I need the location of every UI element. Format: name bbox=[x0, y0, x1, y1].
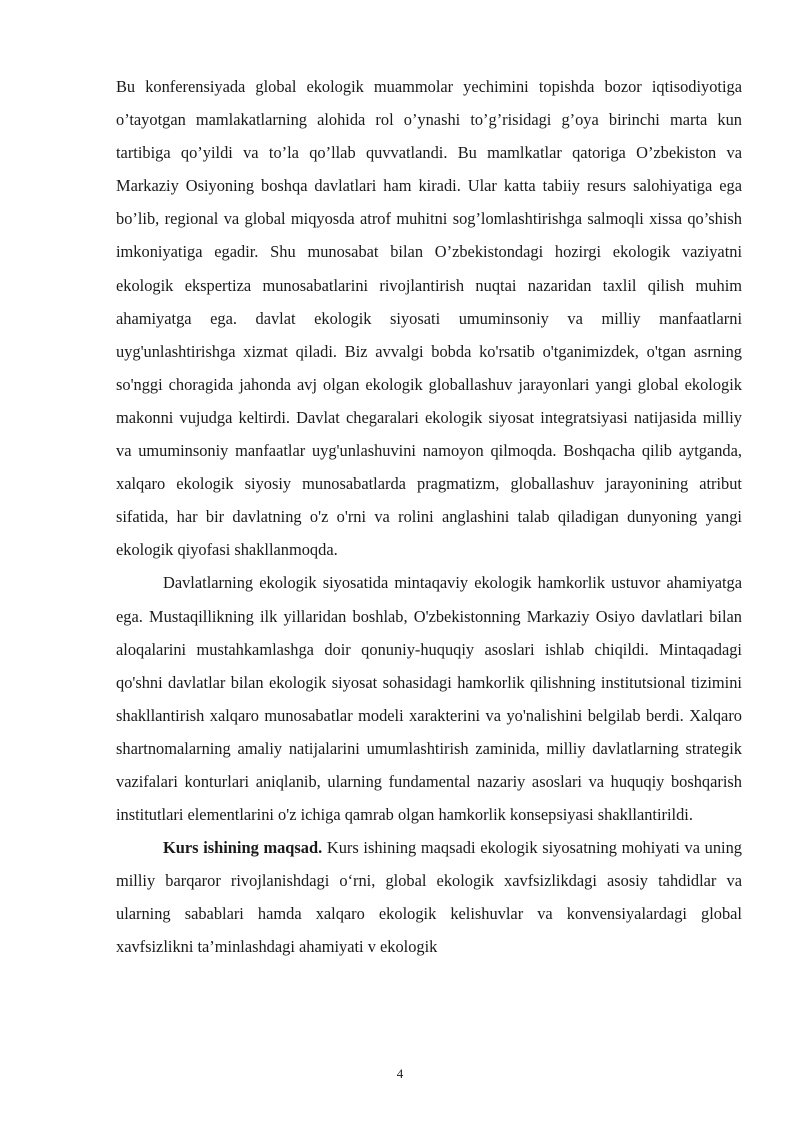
paragraph-3 bbox=[116, 831, 742, 963]
paragraph-3-heading: Kurs ishining maqsad. bbox=[163, 838, 323, 858]
paragraph-1: Bu konferensiyada global ekologik muammolar yechimini topishda bozor iqtisodiyotiga o’tayotgan mamlakatlarning alohida rol o’ynashi to’g’risidagi g’oya birinchi marta kun tartibiga qo’yildi va to’la qo’llab quvvatlandi. Bu mamlkatlar qatoriga O’zbekiston va Markaziy Osiyoning boshqa davlatlari ham kiradi. Ular katta tabiiy resurs salohiyatiga ega bo’lib, regional va global miqyosda atrof muhitni sog’lomlashtirishga salmoqli xissa qo’shish imkoniyatiga egadir. Shu munosabat bilan O’zbekistondagi hozirgi ekologik vaziyatni ekologik ekspertiza munosabatlarini rivojlantirish nuqtai nazaridan taxlil qilish muhim ahamiyatga ega. davlat ekologik siyosati umuminsoniy va milliy manfaatlarni uyg'unlashtirishga xizmat qiladi. Biz avvalgi bobda ko'rsatib o'tganimizdek, o'tgan asrning so'nggi choragida jahonda avj olgan ekologik globallashuv jarayonlari yangi global ekologik makonni vujudga keltirdi. Davlat chegaralari ekologik siyosat integratsiyasi natijasida milliy va umuminsoniy manfaatlar uyg'unlashuvini namoyon qilmoqda. Boshqacha qilib aytganda, xalqaro ekologik siyosiy munosabatlarda pragmatizm, globallashuv jarayonining atribut sifatida, har bir davlatning o'z o'rni va rolini anglashini talab qiladigan dunyoning yangi ekologik qiyofasi shakllanmoqda. bbox=[116, 77, 742, 560]
page-number: 4 bbox=[396, 1066, 404, 1081]
paragraph-2: Davlatlarning ekologik siyosatida mintaqaviy ekologik hamkorlik ustuvor ahamiyatga ega. Mustaqillikning ilk yillaridan boshlab, O'zbekistonning Markaziy Osiyo davlatlari bilan aloqalarini mustahkamlashga doir qonuniy-huquqiy asoslari ishlab chiqildi. Mintaqadagi qo'shni davlatlar bilan ekologik siyosat sohasidagi hamkorlik qilishning institutsional tizimini shakllantirish xalqaro munosabatlar modeli xarakterini va yo'nalishini belgilab berdi. Xalqaro shartnomalarning amaliy natijalarini umumlashtirish zaminida, milliy davlatlarning strategik vazifalari konturlari aniqlanib, ularning fundamental nazariy asoslari va huquqiy boshqarish institutlari elementlarini o'z ichiga qamrab olgan hamkorlik konsepsiyasi shakllantirildi. bbox=[116, 573, 742, 825]
document-body bbox=[116, 70, 742, 964]
paragraph-3-text: Kurs ishining maqsadi ekologik siyosatning mohiyati va uning milliy barqaror rivojlanishdagi o‘rni, global ekologik xavfsizlikdagi asosiy tahdidlar va ularning sabablari hamda xalqaro ekologik kelishuvlar va konvensiyalardagi global xavfsizlikni ta’minlashdagi ahamiyati v ekologik bbox=[116, 838, 742, 957]
